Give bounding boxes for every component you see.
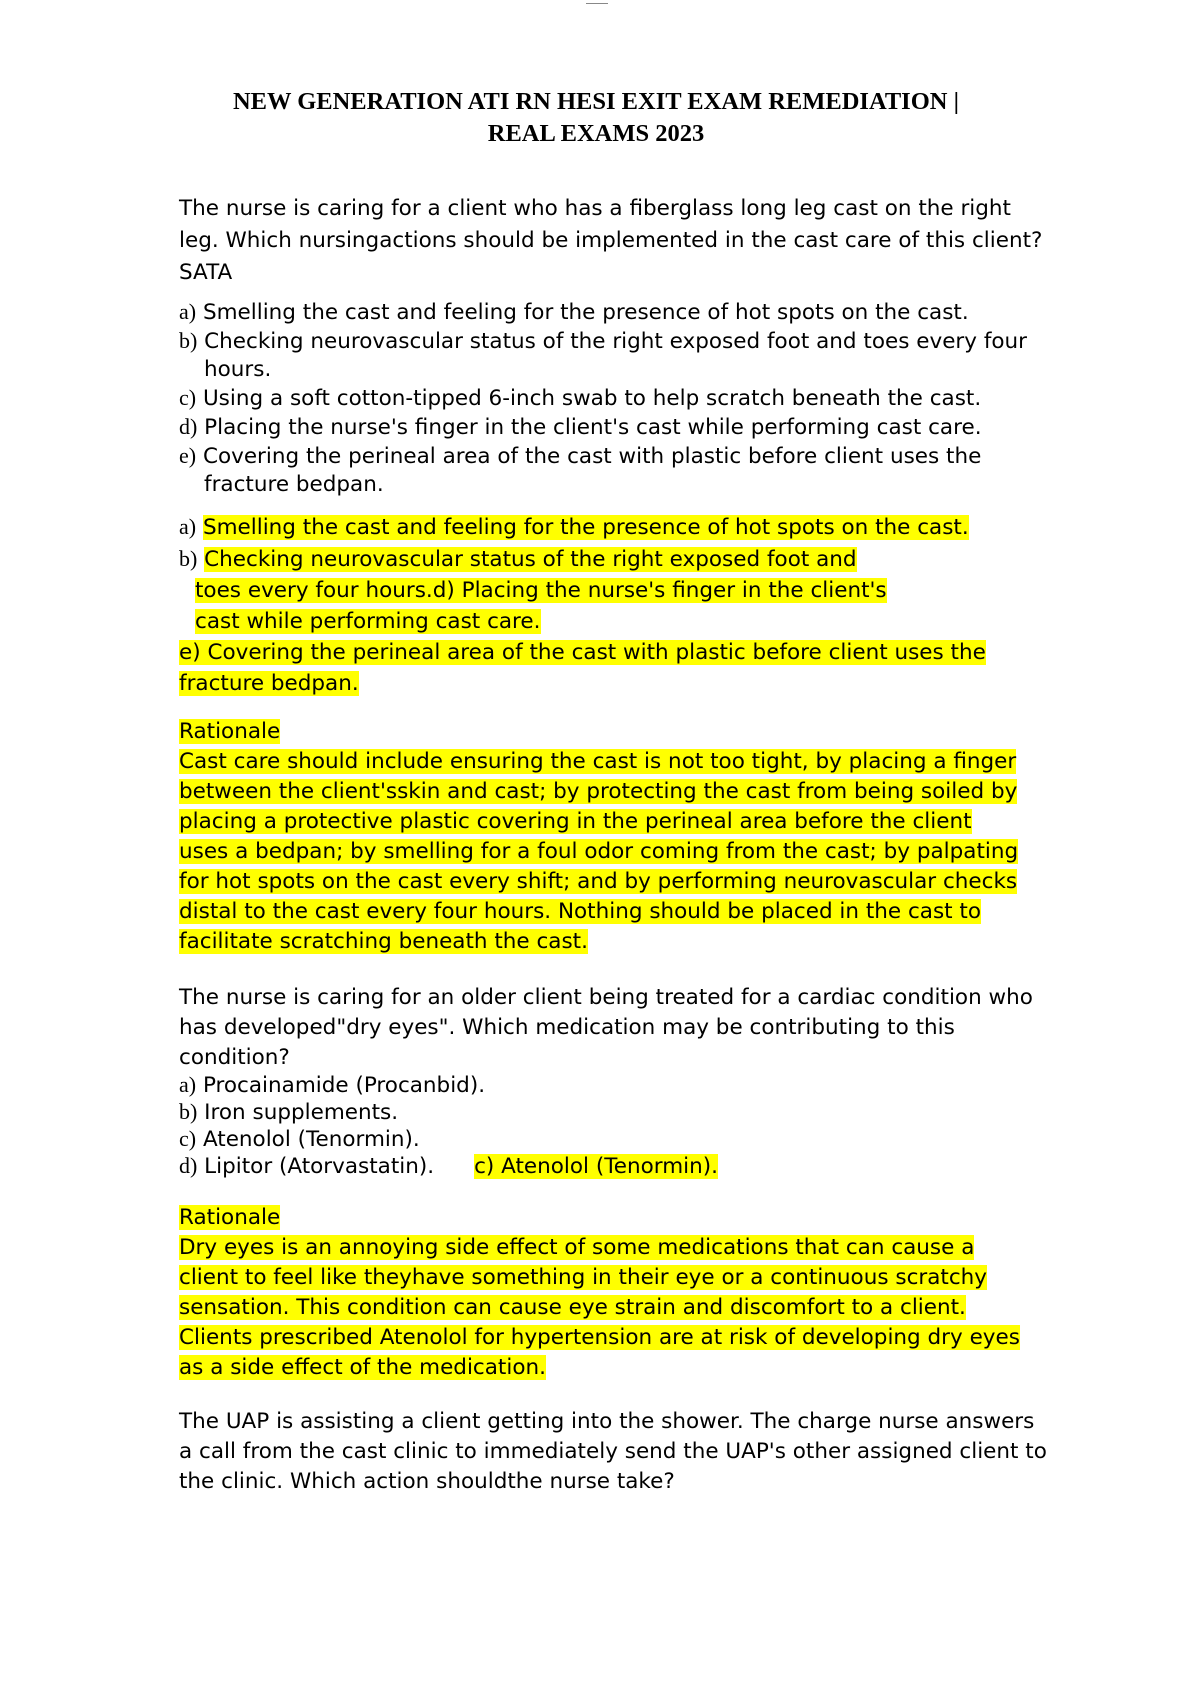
q3-question-text: The UAP is assisting a client getting into the shower. The charge nurse answers a call from the cast clinic to immediately send the UAP's other assigned client to the clinic. Which action shouldthe nurse take? (179, 1409, 1047, 1494)
q1-option-b: b) Checking neurovascular status of the right exposed foot and toes every four hours. (179, 328, 1028, 382)
q2-rationale-line: Clients prescribed Atenolol for hypertension are at risk of developing dry eyes (179, 1325, 1020, 1350)
q2-option-c: c) Atenolol (Tenormin). (179, 1126, 420, 1152)
q2-question (179, 983, 1049, 1073)
q1-option-d: d) Placing the nurse's finger in the client's cast while performing cast care. (179, 414, 982, 440)
title-line-2: REAL EXAMS 2023 (487, 120, 705, 147)
q1-option-e: e) Covering the perineal area of the cast with plastic before client uses the fracture bedpan. (179, 443, 982, 497)
q1-rationale-label: Rationale (179, 719, 281, 744)
q1-answer-e-line2: fracture bedpan. (179, 671, 359, 696)
q2-question-text: The nurse is caring for an older client being treated for a cardiac condition who has developed"dry eyes". Which medication may be contributing to this condition? (179, 985, 1033, 1070)
q1-answer-e-line1: e) Covering the perineal area of the cast with plastic before client uses the (179, 640, 986, 665)
q1-options (179, 298, 1059, 499)
q2-option-d: d) Lipitor (Atorvastatin). c) Atenolol (Tenormin). (179, 1153, 718, 1179)
q1-option-c: c) Using a soft cotton-tipped 6-inch swab to help scratch beneath the cast. (179, 385, 982, 411)
q1-rationale-line: placing a protective plastic covering in the perineal area before the client (179, 809, 972, 834)
q2-rationale-line: as a side effect of the medication. (179, 1355, 546, 1380)
q1-rationale-line: distal to the cast every four hours. Nothing should be placed in the cast to (179, 899, 982, 924)
page-marker (586, 0, 608, 4)
q1-rationale-line: Cast care should include ensuring the cast is not too tight, by placing a finger (179, 749, 1017, 774)
document-title (150, 86, 1042, 150)
q2-rationale (179, 1203, 1059, 1383)
q1-rationale (179, 717, 1059, 957)
q1-option-a: a) Smelling the cast and feeling for the presence of hot spots on the cast. (179, 299, 969, 325)
q2-options (179, 1072, 1059, 1180)
q2-rationale-label: Rationale (179, 1205, 281, 1230)
q1-rationale-line: uses a bedpan; by smelling for a foul odor coming from the cast; by palpating (179, 839, 1019, 864)
q1-answer-b: b) Checking neurovascular status of the right exposed foot and (179, 546, 857, 572)
q2-rationale-line: Dry eyes is an annoying side effect of some medications that can cause a (179, 1235, 975, 1260)
q2-option-a: a) Procainamide (Procanbid). (179, 1072, 486, 1098)
q1-answer-b-line2: toes every four hours.d) Placing the nurse's finger in the client's (195, 578, 887, 603)
q2-rationale-line: client to feel like theyhave something in their eye or a continuous scratchy (179, 1265, 988, 1290)
q2-rationale-line: sensation. This condition can cause eye strain and discomfort to a client. (179, 1295, 966, 1320)
q1-answer-a: a) Smelling the cast and feeling for the presence of hot spots on the cast. (179, 514, 969, 540)
q3-question (179, 1407, 1049, 1497)
q1-rationale-line: facilitate scratching beneath the cast. (179, 929, 588, 954)
q1-answer-b-line3: cast while performing cast care. (195, 609, 541, 634)
q2-answer: c) Atenolol (Tenormin). (474, 1154, 718, 1179)
q2-option-b: b) Iron supplements. (179, 1099, 399, 1125)
q1-rationale-line: for hot spots on the cast every shift; and by performing neurovascular checks (179, 869, 1018, 894)
title-line-1: NEW GENERATION ATI RN HESI EXIT EXAM REMEDIATION | (232, 88, 959, 115)
q1-question (179, 193, 1049, 289)
q1-question-text: The nurse is caring for a client who has a fiberglass long leg cast on the right leg. Which nursingactions should be implemented in the cast care of this client? SATA (179, 196, 1043, 285)
q1-answer (179, 511, 1059, 699)
q1-rationale-line: between the client'sskin and cast; by protecting the cast from being soiled by (179, 779, 1018, 804)
